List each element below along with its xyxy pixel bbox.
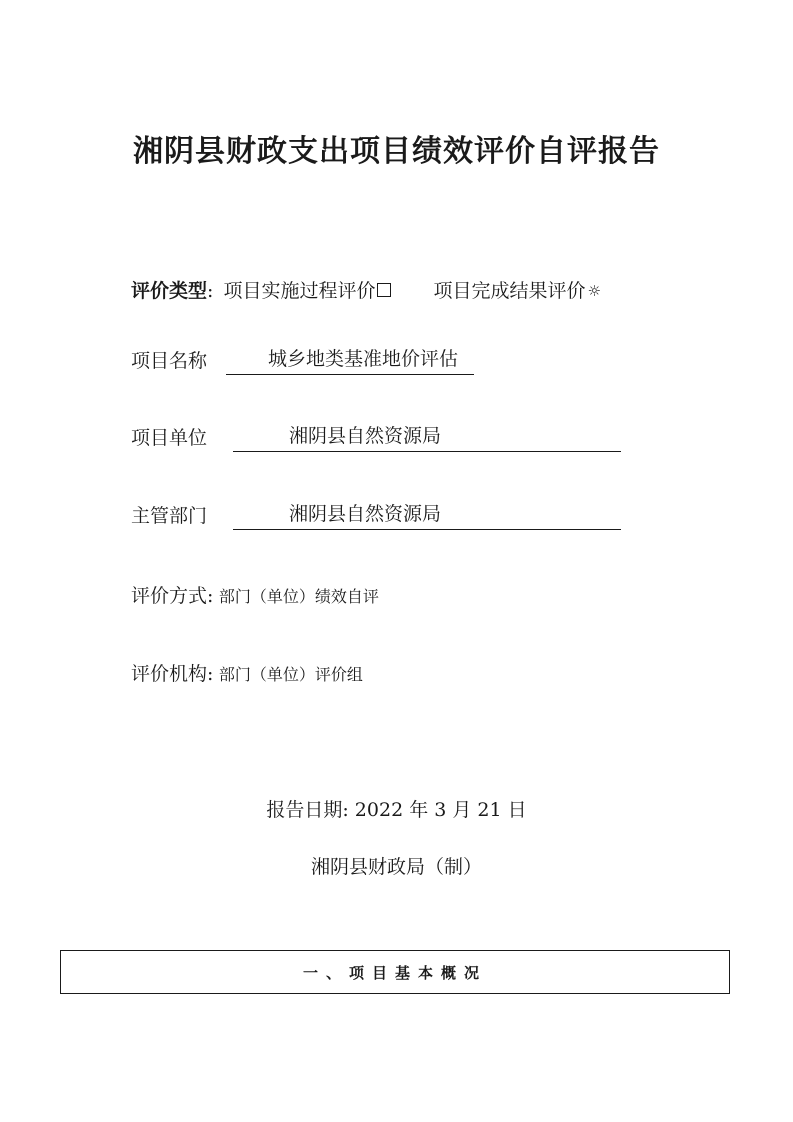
project-unit-underline	[233, 423, 621, 452]
evaluation-type-colon: :	[207, 280, 214, 302]
supervisor-value: 湘阴县自然资源局	[289, 503, 442, 525]
checked-mark-icon: ☼	[587, 282, 601, 300]
option-process-label: 项目实施过程评价	[223, 280, 376, 302]
document-title: 湘阴县财政支出项目绩效评价自评报告	[133, 134, 660, 169]
project-name-row	[131, 346, 459, 373]
section-heading-box	[60, 950, 730, 994]
evaluation-org-label: 评价机构:	[131, 663, 214, 685]
supervisor-underline	[233, 501, 621, 530]
evaluation-type-label: 评价类型	[131, 280, 208, 302]
project-unit-label: 项目单位	[131, 427, 208, 449]
checkbox-empty-icon	[377, 283, 391, 297]
evaluation-type-row	[131, 276, 601, 303]
project-name-label: 项目名称	[131, 350, 208, 372]
project-unit-value: 湘阴县自然资源局	[289, 425, 442, 447]
report-maker: 湘阴县财政局（制）	[310, 856, 482, 878]
supervisor-label: 主管部门	[131, 505, 208, 527]
project-unit-row	[131, 423, 442, 450]
report-date: 报告日期: 2022 年 3 月 21 日	[266, 799, 527, 821]
supervisor-row	[131, 501, 442, 528]
evaluation-method-label: 评价方式:	[131, 585, 214, 607]
section-heading: 一、项目基本概况	[302, 963, 487, 982]
project-name-value: 城乡地类基准地价评估	[268, 348, 459, 370]
evaluation-org-row	[131, 659, 363, 686]
option-result-label: 项目完成结果评价	[433, 280, 586, 302]
project-name-underline	[226, 346, 474, 375]
evaluation-method-row	[131, 581, 379, 608]
evaluation-org-value: 部门（单位）评价组	[218, 665, 363, 684]
evaluation-method-value: 部门（单位）绩效自评	[218, 587, 379, 606]
